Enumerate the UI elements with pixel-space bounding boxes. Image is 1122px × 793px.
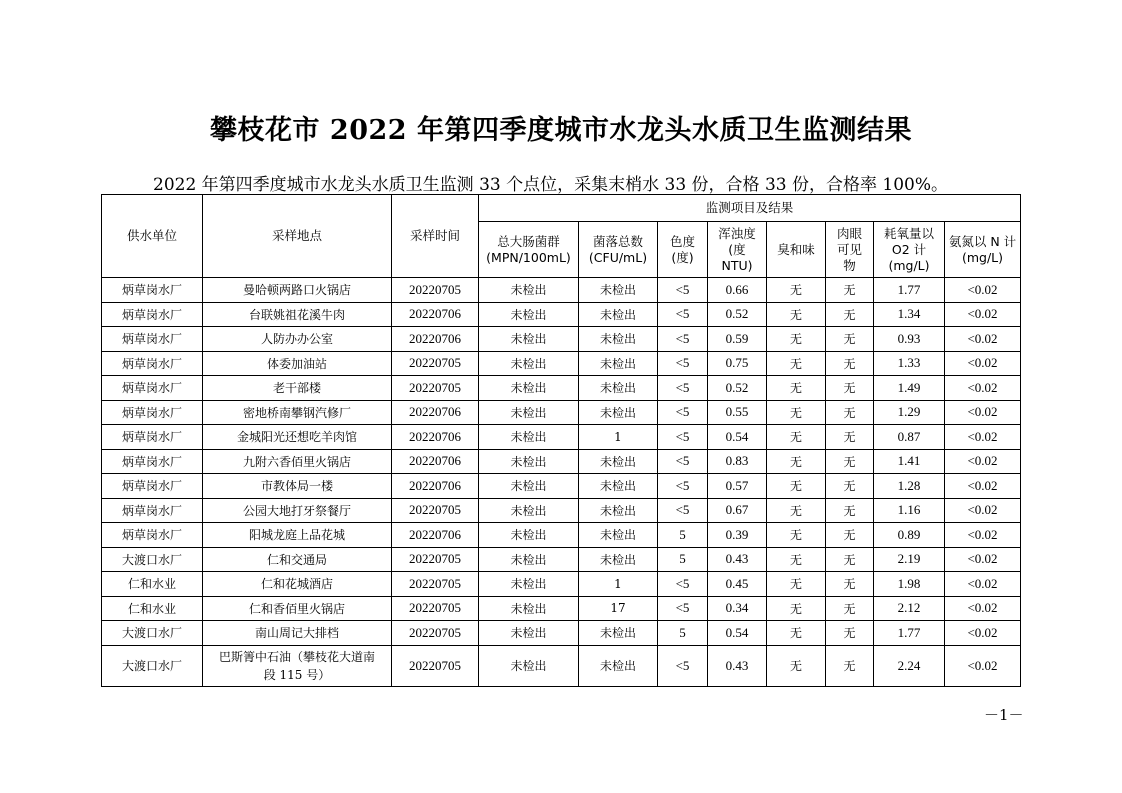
cell-ammonia: <0.02	[945, 327, 1021, 352]
cell-oxygen: 1.16	[874, 498, 945, 523]
cell-color: <5	[658, 278, 708, 303]
cell-colony: 未检出	[579, 278, 658, 303]
cell-visible: 无	[826, 449, 874, 474]
cell-turbidity: 0.55	[708, 400, 767, 425]
cell-unit: 炳草岗水厂	[102, 327, 203, 352]
cell-coliform: 未检出	[479, 449, 579, 474]
table-row	[102, 547, 1021, 572]
cell-turbidity: 0.54	[708, 425, 767, 450]
cell-oxygen: 0.87	[874, 425, 945, 450]
cell-color: <5	[658, 498, 708, 523]
cell-ammonia: <0.02	[945, 523, 1021, 548]
cell-ammonia: <0.02	[945, 645, 1021, 686]
cell-coliform: 未检出	[479, 547, 579, 572]
table-row	[102, 621, 1021, 646]
cell-turbidity: 0.39	[708, 523, 767, 548]
cell-turbidity: 0.75	[708, 351, 767, 376]
cell-location: 密地桥南攀钢汽修厂	[203, 400, 392, 425]
cell-coliform: 未检出	[479, 645, 579, 686]
cell-color: 5	[658, 547, 708, 572]
cell-color: <5	[658, 327, 708, 352]
cell-ammonia: <0.02	[945, 351, 1021, 376]
cell-visible: 无	[826, 351, 874, 376]
cell-time: 20220705	[392, 621, 479, 646]
cell-oxygen: 0.89	[874, 523, 945, 548]
cell-coliform: 未检出	[479, 302, 579, 327]
cell-visible: 无	[826, 474, 874, 499]
cell-location: 台联姚祖花溪牛肉	[203, 302, 392, 327]
table-body	[102, 278, 1021, 687]
cell-visible: 无	[826, 425, 874, 450]
cell-oxygen: 1.34	[874, 302, 945, 327]
cell-ammonia: <0.02	[945, 572, 1021, 597]
cell-colony: 未检出	[579, 449, 658, 474]
cell-oxygen: 2.19	[874, 547, 945, 572]
table-row	[102, 425, 1021, 450]
cell-turbidity: 0.59	[708, 327, 767, 352]
cell-unit: 大渡口水厂	[102, 547, 203, 572]
cell-unit: 炳草岗水厂	[102, 376, 203, 401]
header-oxygen: 耗氧量以 O2 计 (mg/L)	[874, 222, 945, 278]
cell-time: 20220706	[392, 327, 479, 352]
cell-oxygen: 1.98	[874, 572, 945, 597]
cell-turbidity: 0.43	[708, 645, 767, 686]
header-time: 采样时间	[392, 195, 479, 278]
table-row	[102, 327, 1021, 352]
table-row	[102, 596, 1021, 621]
cell-visible: 无	[826, 302, 874, 327]
cell-location: 市教体局一楼	[203, 474, 392, 499]
cell-turbidity: 0.52	[708, 302, 767, 327]
cell-visible: 无	[826, 645, 874, 686]
table-row	[102, 474, 1021, 499]
header-coliform: 总大肠菌群 (MPN/100mL)	[479, 222, 579, 278]
header-group: 监测项目及结果	[479, 195, 1021, 222]
cell-color: <5	[658, 572, 708, 597]
cell-odor: 无	[767, 474, 826, 499]
cell-ammonia: <0.02	[945, 596, 1021, 621]
cell-coliform: 未检出	[479, 572, 579, 597]
cell-ammonia: <0.02	[945, 547, 1021, 572]
cell-visible: 无	[826, 621, 874, 646]
table-row	[102, 302, 1021, 327]
cell-time: 20220706	[392, 474, 479, 499]
cell-colony: 未检出	[579, 498, 658, 523]
cell-location: 金城阳光还想吃羊肉馆	[203, 425, 392, 450]
cell-ammonia: <0.02	[945, 449, 1021, 474]
cell-ammonia: <0.02	[945, 425, 1021, 450]
cell-unit: 炳草岗水厂	[102, 425, 203, 450]
cell-turbidity: 0.34	[708, 596, 767, 621]
cell-odor: 无	[767, 645, 826, 686]
cell-turbidity: 0.52	[708, 376, 767, 401]
cell-location: 老干部楼	[203, 376, 392, 401]
cell-location: 阳城龙庭上品花城	[203, 523, 392, 548]
cell-time: 20220705	[392, 376, 479, 401]
header-color: 色度 (度)	[658, 222, 708, 278]
cell-location: 公园大地打牙祭餐厅	[203, 498, 392, 523]
cell-coliform: 未检出	[479, 351, 579, 376]
cell-turbidity: 0.54	[708, 621, 767, 646]
cell-odor: 无	[767, 327, 826, 352]
cell-odor: 无	[767, 278, 826, 303]
cell-ammonia: <0.02	[945, 621, 1021, 646]
cell-colony: 未检出	[579, 302, 658, 327]
cell-ammonia: <0.02	[945, 474, 1021, 499]
cell-coliform: 未检出	[479, 596, 579, 621]
table-row	[102, 523, 1021, 548]
cell-odor: 无	[767, 302, 826, 327]
cell-odor: 无	[767, 621, 826, 646]
cell-time: 20220706	[392, 449, 479, 474]
header-unit: 供水单位	[102, 195, 203, 278]
cell-coliform: 未检出	[479, 498, 579, 523]
cell-coliform: 未检出	[479, 400, 579, 425]
cell-visible: 无	[826, 376, 874, 401]
cell-coliform: 未检出	[479, 278, 579, 303]
table-row	[102, 572, 1021, 597]
table-row	[102, 645, 1021, 686]
cell-visible: 无	[826, 400, 874, 425]
cell-color: <5	[658, 645, 708, 686]
cell-oxygen: 2.12	[874, 596, 945, 621]
cell-odor: 无	[767, 498, 826, 523]
cell-oxygen: 1.49	[874, 376, 945, 401]
cell-colony: 未检出	[579, 376, 658, 401]
cell-time: 20220705	[392, 351, 479, 376]
cell-colony: 未检出	[579, 621, 658, 646]
cell-unit: 炳草岗水厂	[102, 523, 203, 548]
cell-color: 5	[658, 523, 708, 548]
header-ammonia: 氨氮以 N 计 (mg/L)	[945, 222, 1021, 278]
cell-time: 20220706	[392, 302, 479, 327]
cell-unit: 炳草岗水厂	[102, 474, 203, 499]
cell-color: <5	[658, 596, 708, 621]
cell-visible: 无	[826, 278, 874, 303]
cell-color: <5	[658, 449, 708, 474]
cell-oxygen: 1.28	[874, 474, 945, 499]
header-visible: 肉眼 可见 物	[826, 222, 874, 278]
cell-odor: 无	[767, 376, 826, 401]
cell-visible: 无	[826, 327, 874, 352]
cell-colony: 未检出	[579, 474, 658, 499]
table-row	[102, 351, 1021, 376]
cell-time: 20220705	[392, 278, 479, 303]
cell-oxygen: 2.24	[874, 645, 945, 686]
cell-turbidity: 0.43	[708, 547, 767, 572]
cell-colony: 未检出	[579, 547, 658, 572]
cell-colony: 17	[579, 596, 658, 621]
cell-colony: 未检出	[579, 645, 658, 686]
cell-unit: 炳草岗水厂	[102, 351, 203, 376]
cell-time: 20220705	[392, 572, 479, 597]
cell-turbidity: 0.67	[708, 498, 767, 523]
cell-time: 20220705	[392, 547, 479, 572]
cell-ammonia: <0.02	[945, 376, 1021, 401]
cell-color: 5	[658, 621, 708, 646]
cell-location: 体委加油站	[203, 351, 392, 376]
cell-location: 仁和交通局	[203, 547, 392, 572]
cell-turbidity: 0.66	[708, 278, 767, 303]
cell-color: <5	[658, 425, 708, 450]
cell-coliform: 未检出	[479, 523, 579, 548]
cell-unit: 炳草岗水厂	[102, 302, 203, 327]
cell-colony: 未检出	[579, 327, 658, 352]
header-colony: 菌落总数 (CFU/mL)	[579, 222, 658, 278]
cell-unit: 仁和水业	[102, 596, 203, 621]
cell-colony: 1	[579, 425, 658, 450]
cell-time: 20220705	[392, 596, 479, 621]
cell-coliform: 未检出	[479, 425, 579, 450]
cell-odor: 无	[767, 449, 826, 474]
cell-location: 巴斯箐中石油（攀枝花大道南 段 115 号）	[203, 645, 392, 686]
cell-location: 仁和香佰里火锅店	[203, 596, 392, 621]
cell-odor: 无	[767, 400, 826, 425]
cell-turbidity: 0.57	[708, 474, 767, 499]
cell-location: 九附六香佰里火锅店	[203, 449, 392, 474]
cell-ammonia: <0.02	[945, 400, 1021, 425]
cell-colony: 1	[579, 572, 658, 597]
table-row	[102, 400, 1021, 425]
cell-coliform: 未检出	[479, 327, 579, 352]
header-turbidity: 浑浊度 (度 NTU)	[708, 222, 767, 278]
cell-oxygen: 1.77	[874, 278, 945, 303]
cell-oxygen: 0.93	[874, 327, 945, 352]
header-location: 采样地点	[203, 195, 392, 278]
cell-oxygen: 1.29	[874, 400, 945, 425]
cell-time: 20220705	[392, 498, 479, 523]
cell-time: 20220706	[392, 523, 479, 548]
summary-text: 2022 年第四季度城市水龙头水质卫生监测 33 个点位，采集末梢水 33 份，合格 33 份，合格率 100%。	[153, 175, 948, 195]
cell-time: 20220706	[392, 425, 479, 450]
cell-coliform: 未检出	[479, 621, 579, 646]
cell-time: 20220705	[392, 645, 479, 686]
cell-ammonia: <0.02	[945, 278, 1021, 303]
cell-location: 仁和花城酒店	[203, 572, 392, 597]
cell-location: 南山周记大排档	[203, 621, 392, 646]
table-row	[102, 449, 1021, 474]
cell-oxygen: 1.41	[874, 449, 945, 474]
cell-location: 曼哈顿两路口火锅店	[203, 278, 392, 303]
table-row	[102, 278, 1021, 303]
cell-unit: 炳草岗水厂	[102, 278, 203, 303]
cell-turbidity: 0.83	[708, 449, 767, 474]
cell-ammonia: <0.02	[945, 302, 1021, 327]
cell-unit: 仁和水业	[102, 572, 203, 597]
cell-color: <5	[658, 400, 708, 425]
header-odor: 臭和味	[767, 222, 826, 278]
cell-unit: 大渡口水厂	[102, 621, 203, 646]
cell-visible: 无	[826, 572, 874, 597]
cell-oxygen: 1.33	[874, 351, 945, 376]
cell-visible: 无	[826, 596, 874, 621]
cell-odor: 无	[767, 425, 826, 450]
cell-colony: 未检出	[579, 400, 658, 425]
cell-odor: 无	[767, 572, 826, 597]
cell-location: 人防办办公室	[203, 327, 392, 352]
page-title: 攀枝花市 2022 年第四季度城市水龙头水质卫生监测结果	[210, 115, 912, 146]
cell-visible: 无	[826, 523, 874, 548]
cell-visible: 无	[826, 547, 874, 572]
cell-visible: 无	[826, 498, 874, 523]
cell-color: <5	[658, 302, 708, 327]
cell-color: <5	[658, 351, 708, 376]
cell-odor: 无	[767, 351, 826, 376]
cell-colony: 未检出	[579, 523, 658, 548]
cell-odor: 无	[767, 547, 826, 572]
cell-ammonia: <0.02	[945, 498, 1021, 523]
cell-time: 20220706	[392, 400, 479, 425]
cell-odor: 无	[767, 596, 826, 621]
cell-unit: 炳草岗水厂	[102, 498, 203, 523]
cell-color: <5	[658, 474, 708, 499]
cell-unit: 炳草岗水厂	[102, 400, 203, 425]
cell-oxygen: 1.77	[874, 621, 945, 646]
cell-color: <5	[658, 376, 708, 401]
cell-coliform: 未检出	[479, 474, 579, 499]
table-row	[102, 376, 1021, 401]
cell-unit: 炳草岗水厂	[102, 449, 203, 474]
cell-coliform: 未检出	[479, 376, 579, 401]
cell-turbidity: 0.45	[708, 572, 767, 597]
cell-odor: 无	[767, 523, 826, 548]
cell-unit: 大渡口水厂	[102, 645, 203, 686]
table-row	[102, 498, 1021, 523]
results-table	[101, 194, 1021, 687]
cell-colony: 未检出	[579, 351, 658, 376]
page-number: －1－	[984, 706, 1024, 724]
